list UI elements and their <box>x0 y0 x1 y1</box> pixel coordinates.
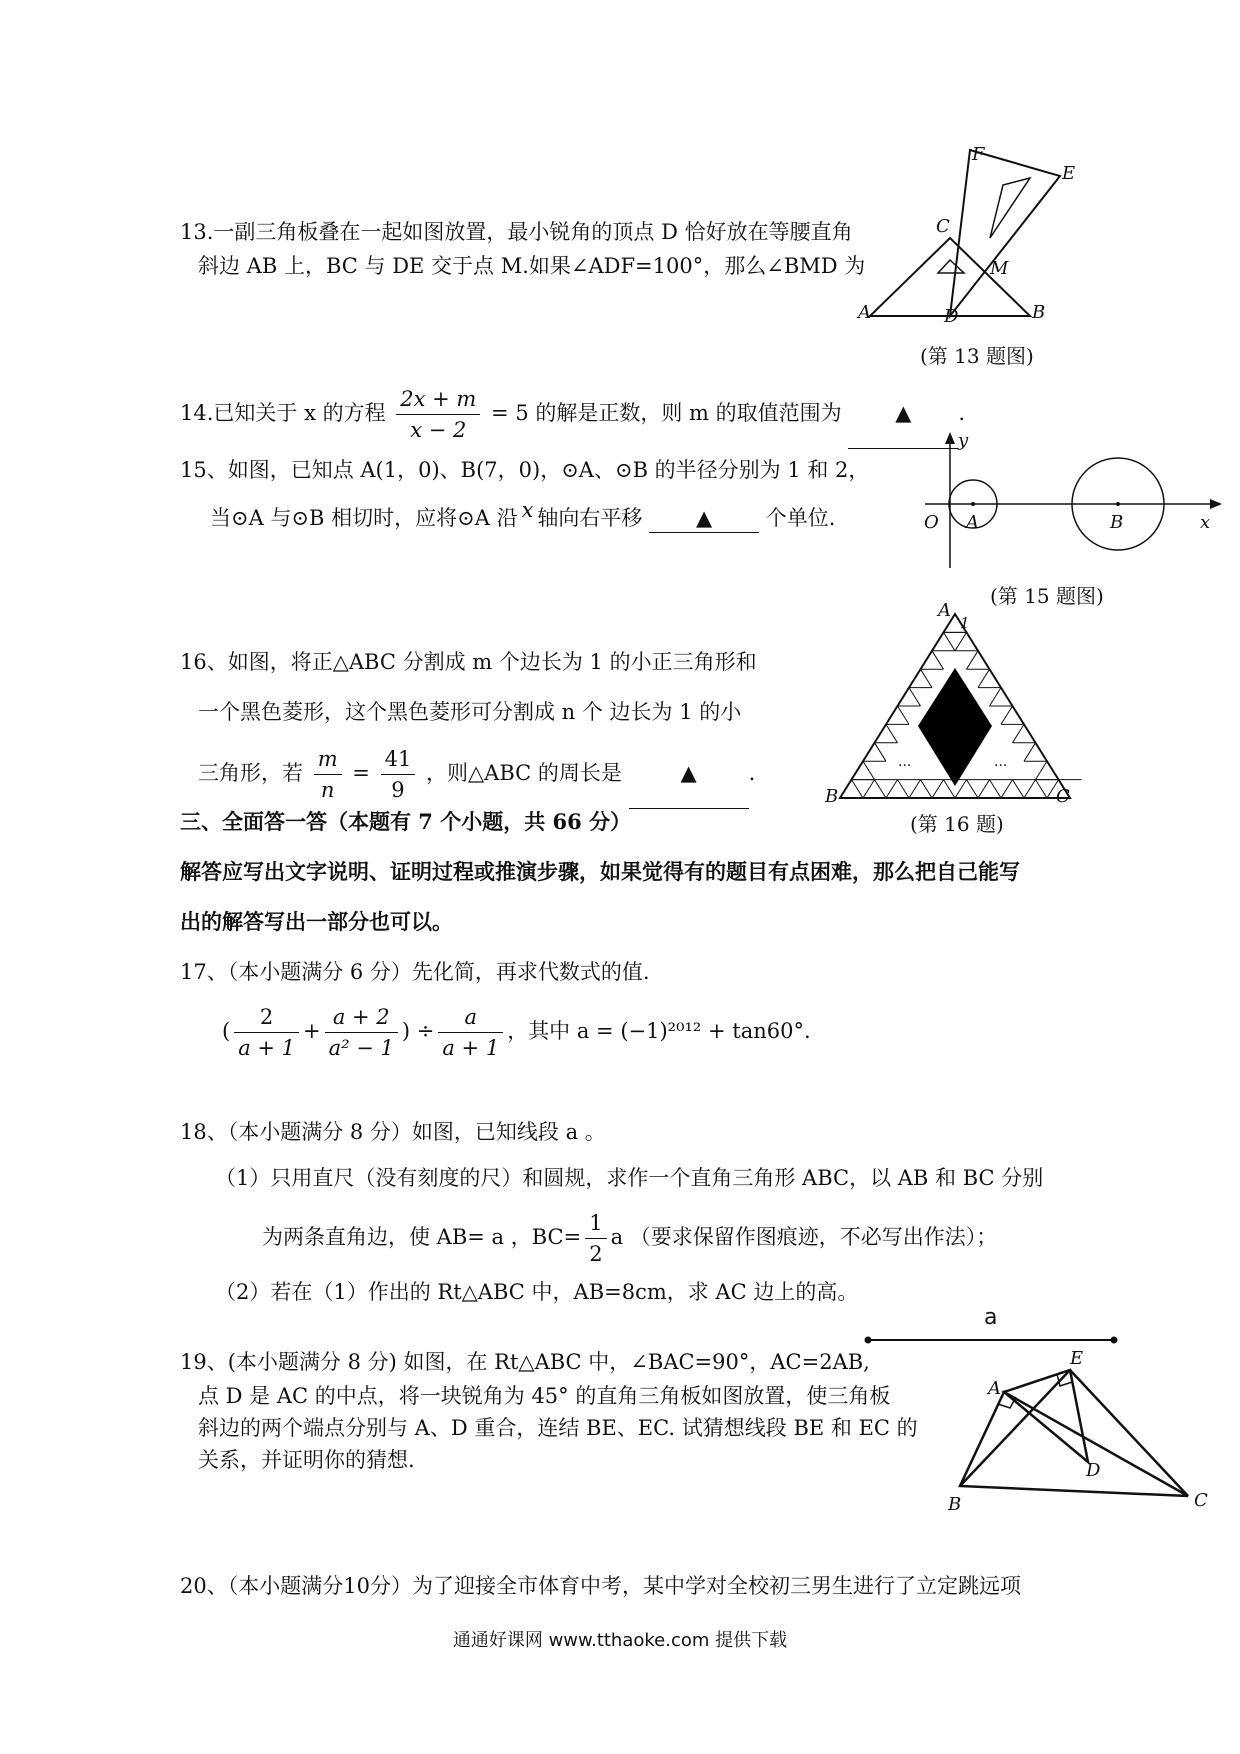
q18-line1: 18、（本小题满分 8 分）如图，已知线段 a 。 <box>180 1120 606 1144</box>
section3-title: 三、全面答一答（本题有 7 个小题，共 66 分） <box>180 809 632 834</box>
label-e: E <box>1062 163 1076 184</box>
q17-f3-num: a <box>438 1002 503 1033</box>
q18-part2: （2）若在（1）作出的 Rt△ABC 中，AB=8cm，求 AC 边上的高。 <box>215 1280 859 1304</box>
q17-f1-num: 2 <box>234 1002 299 1033</box>
figure-16 <box>820 600 1080 807</box>
label-c: C <box>1056 786 1070 807</box>
q17-frac2 <box>325 1002 398 1063</box>
q17-f2-den: a² − 1 <box>328 1036 394 1060</box>
label-x: x <box>1200 512 1211 533</box>
label-1: 1 <box>960 614 970 632</box>
segment-a-figure <box>858 1300 1128 1350</box>
q14-answer-blank[interactable]: ▲ <box>848 378 958 449</box>
q13-caption: (第 13 题图) <box>920 344 1034 368</box>
q18-p2-num: 1 <box>585 1208 606 1239</box>
q18-p2-b: a （要求保留作图痕迹，不必写出作法）； <box>610 1225 998 1249</box>
label-c: C <box>936 216 950 237</box>
label-ellipsis-right: ... <box>994 754 1008 770</box>
label-y: y <box>958 430 969 451</box>
q16-line2: 一个黑色菱形，这个黑色菱形可分割成 n 个 边长为 1 的小 <box>198 700 742 724</box>
q17-line1: 17、（本小题满分 6 分）先化简，再求代数式的值. <box>180 960 650 984</box>
q15-axis-x: x <box>521 498 534 522</box>
q18-part1: （1）只用直尺（没有刻度的尺）和圆规，求作一个直角三角形 ABC，以 AB 和 BC 分别 <box>215 1166 1044 1190</box>
q15-line2-a: 当⊙A 与⊙B 相切时，应将⊙A 沿 <box>210 506 518 530</box>
q18-half-fraction <box>585 1208 606 1269</box>
q20-line1: 20、（本小题满分10分）为了迎接全市体育中考，某中学对全校初三男生进行了立定跳远项 <box>180 1574 1021 1598</box>
q16-frac2-num: 41 <box>381 744 416 775</box>
label-o: O <box>924 512 939 533</box>
q16-frac1-den: n <box>320 778 335 802</box>
q17-f3-den: a + 1 <box>442 1036 500 1060</box>
triangle-abc <box>960 1392 1188 1496</box>
label-d: D <box>944 306 959 327</box>
section3-instruction-2: 出的解答写出一部分也可以。 <box>180 909 453 934</box>
figure-15 <box>910 432 1230 582</box>
q14-middle: = 5 的解是正数，则 m 的取值范围为 <box>491 401 842 425</box>
label-m: M <box>990 258 1009 279</box>
q15-line1: 15、如图，已知点 A(1，0)、B(7，0)，⊙A、⊙B 的半径分别为 1 和 2， <box>180 458 870 482</box>
q18-p2-den: 2 <box>589 1242 603 1266</box>
q14-fraction <box>396 384 480 445</box>
q18-p2-a: 为两条直角边，使 AB= a ，BC= <box>262 1225 582 1249</box>
label-a: A <box>858 302 871 323</box>
q16-frac2-den: 9 <box>391 778 405 802</box>
black-rhombus <box>918 668 992 786</box>
q16-caption: (第 16 题) <box>910 812 1004 836</box>
q16-end: . <box>748 761 756 785</box>
q16-line3-a: 三角形，若 <box>198 761 303 785</box>
q16-fraction-mn <box>314 744 342 805</box>
q16-line3 <box>198 738 755 808</box>
label-ellipsis-left: ... <box>898 754 912 770</box>
q17-expression: ( $\frac{2}{a + 1}$ + $\frac{a + 2}{\text{a² − 1}}$ ) ÷ $\frac{a}{a + 1}$ ，其中 a = (−1)²⁰¹² + tan60°. <box>222 996 811 1066</box>
label-f: F <box>972 144 985 165</box>
q17-frac3 <box>438 1002 503 1063</box>
q15-caption: (第 15 题图) <box>990 584 1104 608</box>
q19-line3: 斜边的两个端点分别与 A、D 重合，连结 BE、EC. 试猜想线段 BE 和 EC 的 <box>198 1416 918 1440</box>
q14 <box>180 378 965 448</box>
q17-tail: ，其中 a = (−1)²⁰¹² + tan60°. <box>507 1019 811 1043</box>
q17-frac1 <box>234 1002 299 1063</box>
q15-line2-c: 个单位. <box>765 506 836 530</box>
label-b: B <box>948 1494 962 1515</box>
q16-frac1-num: m <box>314 744 342 775</box>
q16-answer-blank[interactable]: ▲ <box>629 738 749 809</box>
q14-end: . <box>958 401 965 425</box>
q19-line2: 点 D 是 AC 的中点，将一块锐角为 45° 的直角三角板如图放置，使三角板 <box>198 1384 891 1408</box>
figure-13 <box>858 144 1100 328</box>
label-c: C <box>1194 1490 1208 1511</box>
q14-frac-den: x − 2 <box>410 418 467 442</box>
q13-line1: 13.一副三角板叠在一起如图放置，最小锐角的顶点 D 恰好放在等腰直角 <box>180 220 853 244</box>
section3-instruction-1: 解答应写出文字说明、证明过程或推演步骤，如果觉得有的题目有点困难，那么把自己能写 <box>180 859 1020 884</box>
label-b: B <box>1110 512 1124 533</box>
q13-line2: 斜边 AB 上，BC 与 DE 交于点 M.如果∠ADF=100°，那么∠BMD 为 <box>198 254 866 278</box>
q17-f1-den: a + 1 <box>238 1036 296 1060</box>
q15-answer-blank[interactable]: ▲ <box>649 504 759 533</box>
label-a: A <box>988 1378 1001 1399</box>
page-footer: 通通好课网 www.tthaoke.com 提供下载 <box>452 1630 788 1651</box>
q14-frac-num: 2x + m <box>396 384 480 415</box>
label-a: A <box>966 512 979 533</box>
label-e: E <box>1070 1348 1084 1369</box>
q16-eq: = <box>352 761 370 785</box>
q18-part1-cont <box>262 1202 997 1272</box>
q16-line1: 16、如图，将正△ABC 分割成 m 个边长为 1 的小正三角形和 <box>180 650 757 674</box>
q16-line3-b: ，则△ABC 的周长是 <box>426 761 622 785</box>
figure-19 <box>936 1350 1220 1530</box>
q15-line2-b: 轴向右平移 <box>537 506 643 530</box>
q17-f2-num: a + 2 <box>325 1002 398 1033</box>
label-a: A <box>938 600 951 621</box>
segment-a-label: a <box>984 1305 998 1330</box>
q15-line2 <box>210 498 836 533</box>
q19-line1: 19、(本小题满分 8 分) 如图，在 Rt△ABC 中，∠BAC=90°，AC=2AB, <box>180 1350 870 1374</box>
q16-fraction-value <box>381 744 416 805</box>
q19-line4: 关系，并证明你的猜想. <box>198 1448 415 1472</box>
label-b: B <box>1032 302 1046 323</box>
label-d: D <box>1086 1460 1101 1481</box>
label-b: B <box>825 786 839 807</box>
q14-prefix: 14.已知关于 x 的方程 <box>180 401 386 425</box>
